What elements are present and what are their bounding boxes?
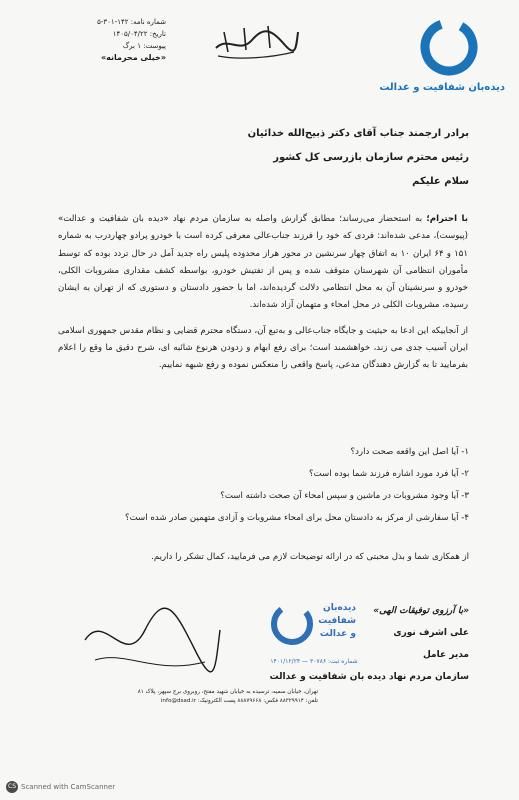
scanner-watermark	[6, 781, 115, 793]
camscanner-icon: CS	[6, 781, 18, 793]
addressee-name: برادر ارجمند جناب آقای دکتر ذبیح‌الله خدائیان	[247, 128, 469, 139]
addressee-title: رئیس محترم سازمان بازرسی کل کشور	[273, 152, 469, 163]
signer-title: مدیر عامل	[422, 650, 469, 660]
stamp-text-3: و عدالت	[319, 629, 356, 639]
classification-label: «خیلی محرمانه»	[100, 53, 166, 62]
body-opening: با احترام؛	[426, 214, 468, 224]
body-paragraph-1	[58, 211, 468, 315]
greeting: سلام علیکم	[412, 176, 469, 187]
footer-address: تهران، خیابان سمیه، ترسیده به خیابان شهید مفتح، روبروی برج سپهر، پلاک ۸۱	[137, 689, 318, 695]
basmala-calligraphy	[210, 18, 302, 62]
org-logo	[379, 12, 505, 93]
footer-contact: تلفن: ۸۸۳۲۹۹۱۴ فکس: ۸۸۸۷۹۶۶۸ پست الکترونیک: info@dsad.ir	[160, 698, 318, 704]
question-4: ۴- آیا سفارشی از مرکز به دادستان محل برای امحاء مشروبات و آزادی متهمین صادر شده است؟	[125, 513, 469, 523]
logo-ring-icon	[414, 12, 484, 82]
body-paragraph-2: از آنجاییکه این ادعا به حیثیت و جایگاه جناب‌عالی و به‌تبع آن، دستگاه محترم قضایی و نظام مقدس جمهوری اسلامی ایران آسیب جدی می زند، خواهشمند است؛ برای رفع ابهام و زدودن هرنوع شائبه ای، شرح دقیق ما وقع را اعلام بفرمایید تا به گزارش دهندگان مدعی، پاسخ واقعی را منعکس نموده و رفع شبهه نماییم.	[58, 325, 468, 371]
closing-line: از همکاری شما و بذل محبتی که در ارائه توضیحات لازم می فرمایید، کمال تشکر را داریم.	[151, 552, 469, 562]
signer-name: علی اشرف نوری	[393, 628, 469, 638]
signature-wish: «با آرزوی توفیقات الهی»	[373, 606, 469, 616]
addressee-block	[49, 122, 469, 170]
stamp-text-2: شفافیت	[318, 616, 356, 626]
letter-meta	[66, 16, 166, 64]
letter-number: شماره نامه: ۱۴۲-۳۰۱-۵	[97, 18, 166, 26]
letter-footer	[70, 688, 318, 706]
letter-body	[58, 211, 468, 383]
question-1: ۱- آیا اصل این واقعه صحت دارد؟	[350, 447, 469, 457]
logo-text: دیده‌بان شفافیت و عدالت	[379, 82, 505, 93]
signature-block	[269, 600, 469, 688]
signer-organization: سازمان مردم نهاد دیده بان شفافیت و عدالت	[269, 672, 469, 682]
scanner-watermark-text: Scanned with CamScanner	[21, 783, 116, 791]
question-3: ۳- آیا وجود مشروبات در ماشین و سپس امحاء آن صحت داشته است؟	[220, 491, 469, 501]
handwritten-signature	[75, 600, 225, 690]
stamp-number: شماره ثبت: ۳۰۷۸۶ — ۱۴۰۱/۱۲/۲۴	[270, 658, 358, 665]
stamp-text-1: دیده‌بان	[323, 603, 356, 613]
question-2: ۲- آیا فرد مورد اشاره فرزند شما بوده است؟	[309, 469, 469, 479]
letter-date: تاریخ: ۱۴۰۵/۰۴/۲۲	[112, 30, 166, 38]
body-paragraph-1-text: به استحضار می‌رساند؛ مطابق گزارش واصله به سازمان مردم نهاد «دیده بان شفافیت و عدالت» (پیوست)، مدعی شده‌اند: فردی که خود را فرزند جناب‌عالی معرفی کرده است با خودرو پرادو چهاردرب به شماره ۱۵۱ و ۶۴ ایران ۱۰ به اتفاق چهار سرنشین در محور هراز محدوده پلیس راه جدید آمل در حال تردد بوده که توسط مأموران انتظامی آن شهرستان متوقف شده و پس از تفتیش خودرو، بواسطه کشف مقداری مشروبات الکلی، خودرو و سرنشینان آن به محل انتظامی دلالت گردیده‌اند، اما با حضور دادستان و دستوری که از تهران به ایشان رسیده، مشروبات الکلی در محل امحاء و متهمان آزاد شده‌اند.	[58, 214, 468, 311]
letter-attachment: پیوست: ۱ برگ	[122, 42, 166, 50]
